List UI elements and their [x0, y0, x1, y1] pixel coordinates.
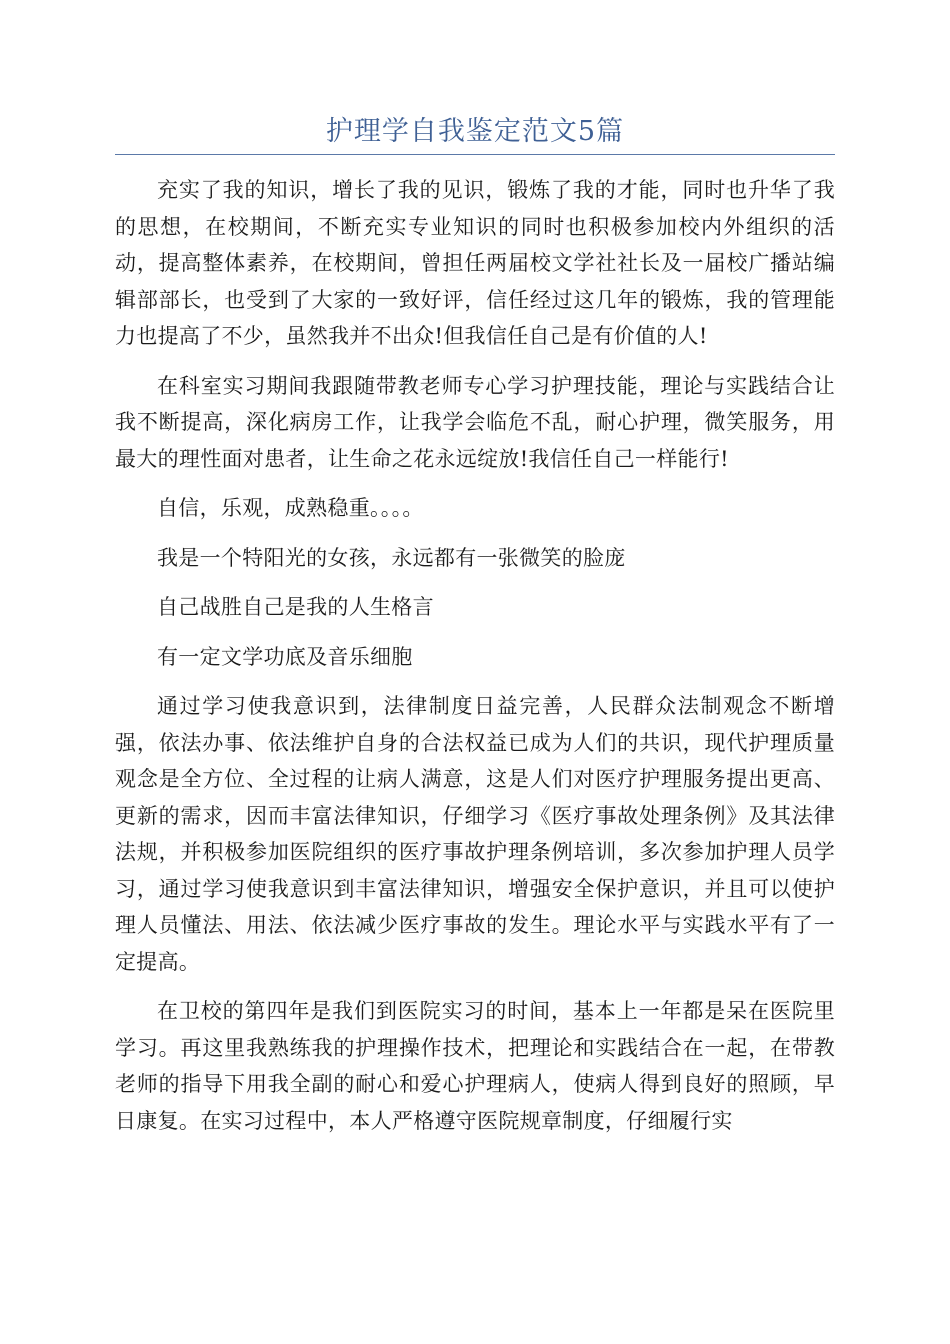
paragraph: 充实了我的知识，增长了我的见识，锻炼了我的才能，同时也升华了我的思想，在校期间，不断充实专业知识的同时也积极参加校内外组织的活动，提高整体素养，在校期间，曾担任两届校文学社社长及一届校广播站编辑部部长，也受到了大家的一致好评，信任经过这几年的锻炼，我的管理能力也提高了不少，虽然我并不出众!但我信任自己是有价值的人!	[115, 178, 835, 348]
paragraph: 在卫校的第四年是我们到医院实习的时间，基本上一年都是呆在医院里学习。再这里我熟练我的护理操作技术，把理论和实践结合在一起，在带教老师的指导下用我全副的耐心和爱心护理病人，使病人得到良好的照顾，早日康复。在实习过程中，本人严格遵守医院规章制度，仔细履行实	[115, 999, 835, 1133]
paragraph: 有一定文学功底及音乐细胞	[157, 644, 413, 669]
title-underline	[115, 154, 835, 155]
paragraph: 我是一个特阳光的女孩，永远都有一张微笑的脸庞	[157, 545, 626, 570]
paragraph: 自己战胜自己是我的人生格言	[157, 595, 434, 619]
paragraph: 在科室实习期间我跟随带教老师专心学习护理技能，理论与实践结合让我不断提高，深化病房工作，让我学会临危不乱，耐心护理，微笑服务，用最大的理性面对患者，让生命之花永远绽放!我信任自己一样能行!	[115, 373, 835, 471]
document-body	[115, 172, 835, 1152]
paragraph: 通过学习使我意识到，法律制度日益完善，人民群众法制观念不断增强，依法办事、依法维护自身的合法权益已成为人们的共识，现代护理质量观念是全方位、全过程的让病人满意，这是人们对医疗护理服务提出更高、更新的需求，因而丰富法律知识，仔细学习《医疗事故处理条例》及其法律法规，并积极参加医院组织的医疗事故护理条例培训，多次参加护理人员学习，通过学习使我意识到丰富法律知识，增强安全保护意识，并且可以使护理人员懂法、用法、依法减少医疗事故的发生。理论水平与实践水平有了一定提高。	[115, 694, 835, 974]
document-title: 护理学自我鉴定范文5篇	[325, 116, 625, 147]
paragraph: 自信，乐观，成熟稳重。。。。	[157, 496, 424, 520]
